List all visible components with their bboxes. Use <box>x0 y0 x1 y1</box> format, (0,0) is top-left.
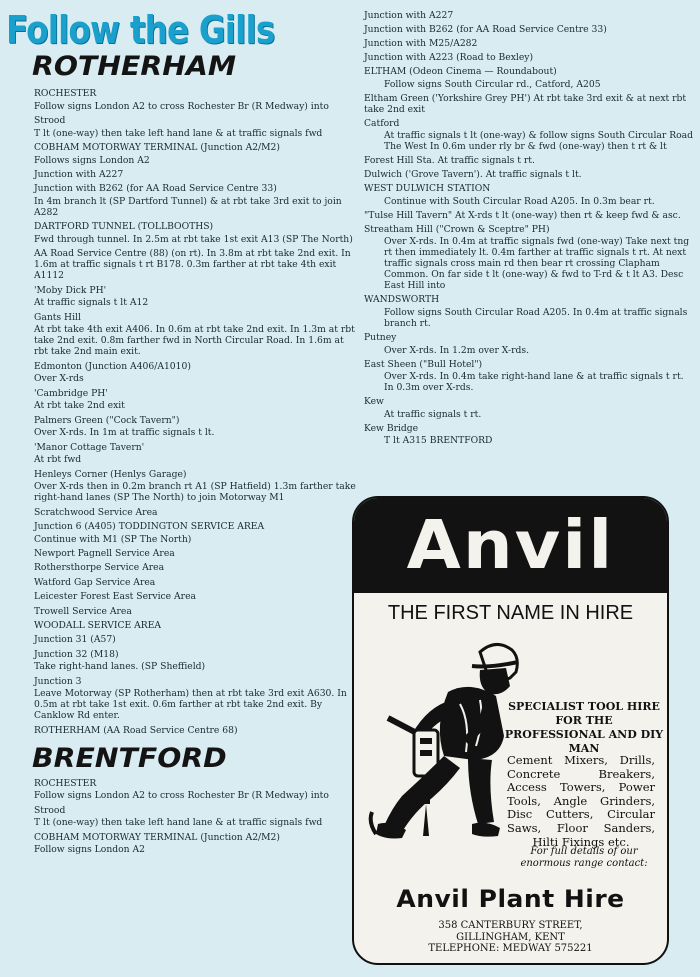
route-instruction: Follows signs London A2 <box>34 154 150 166</box>
route-waypoint: Leicester Forest East Service Area <box>34 591 196 603</box>
advert-company-name: Anvil Plant Hire <box>396 885 625 913</box>
route-waypoint: Kew Bridge <box>364 422 419 434</box>
route-waypoint: Newport Pagnell Service Area <box>34 547 175 559</box>
advert-logo: Anvil <box>406 506 615 584</box>
advert-address-line1: 358 CANTERBURY STREET, <box>438 920 583 931</box>
route-waypoint: Eltham Green ('Yorkshire Grey PH') At rbt take 3rd exit & at next rbt take 2nd exit <box>364 92 687 115</box>
route-waypoint: Junction 3 <box>34 675 82 687</box>
route-waypoint: Strood <box>34 114 66 126</box>
route-waypoint: COBHAM MOTORWAY TERMINAL (Junction A2/M2) <box>34 141 280 153</box>
right-route-list <box>364 10 694 446</box>
route-waypoint: Henleys Corner (Henlys Garage) <box>34 468 187 480</box>
route-waypoint: DARTFORD TUNNEL (TOLLBOOTHS) <box>34 221 214 233</box>
section-heading-rotherham: ROTHERHAM <box>32 51 237 82</box>
route-waypoint: Junction with B262 (for AA Road Service Centre 33) <box>364 24 607 35</box>
route-waypoint: Kew <box>364 396 384 408</box>
route-waypoint: ROCHESTER <box>34 777 97 789</box>
route-instruction: At traffic signals t lt A12 <box>34 297 149 309</box>
advert-specialist-heading: SPECIALIST TOOL HIRE FOR THE PROFESSIONAL AND DIY MAN <box>504 700 664 755</box>
anvil-advert <box>352 496 669 965</box>
advert-services-list: Cement Mixers, Drills, Concrete Breakers, Access Towers, Power Tools, Angle Grinders, Disc Cutters, Circular Saws, Floor Sanders, Hilti Fixings etc. <box>507 753 655 849</box>
route-waypoint: ROCHESTER <box>34 88 97 99</box>
route-instruction: Fwd through tunnel. In 2.5m at rbt take 1st exit A13 (SP The North) <box>34 233 353 245</box>
route-instruction: Over X-rds. In 0.4m take right-hand lane & at traffic signals t rt. In 0.3m over X-rds. <box>384 371 684 394</box>
route-waypoint: Gants Hill <box>34 311 81 323</box>
masthead-title: Follow the Gills <box>6 10 275 52</box>
left-column <box>6 10 356 972</box>
route-instruction: Leave Motorway (SP Rotherham) then at rbt take 3rd exit A630. In 0.5m at rbt take 1st exit. 0.6m farther at rbt take 2nd exit. By Canklow Rd enter. <box>34 688 347 722</box>
route-waypoint: East Sheen ("Bull Hotel") <box>364 358 483 370</box>
route-waypoint: 'Cambridge PH' <box>34 387 108 399</box>
route-instruction: T lt A315 BRENTFORD <box>384 435 493 447</box>
route-waypoint: Putney <box>364 331 397 343</box>
route-waypoint: Catford <box>364 117 400 129</box>
route-waypoint: WEST DULWICH STATION <box>364 183 491 195</box>
advert-address-line2: GILLINGHAM, KENT <box>456 931 565 943</box>
route-waypoint: Forest Hill Sta. At traffic signals t rt. <box>364 155 535 167</box>
route-instruction: Over X-rds. In 1.2m over X-rds. <box>384 344 530 356</box>
route-instruction: At traffic signals t lt (one-way) & follow signs South Circular Road The West In 0.6m under rly br & fwd (one-way) then t rt & lt <box>384 130 693 153</box>
route-waypoint: ROTHERHAM (AA Road Service Centre 68) <box>34 724 238 736</box>
route-instruction: Take right-hand lanes. (SP Sheffield) <box>34 661 206 673</box>
route-waypoint: "Tulse Hill Tavern" At X-rds t lt (one-way) then rt & keep fwd & asc. <box>364 209 681 221</box>
route-instruction: In 4m branch lt (SP Dartford Tunnel) & at rbt take 3rd exit to join A282 <box>34 195 342 218</box>
route-waypoint: WOODALL SERVICE AREA <box>34 619 162 631</box>
section-heading-brentford: BRENTFORD <box>32 742 227 774</box>
route-waypoint: Palmers Green ("Cock Tavern") <box>34 414 180 426</box>
route-instruction: Over X-rds. In 0.4m at traffic signals fwd (one-way) Take next tng rt then immediately lt. 0.4m farther at traffic signals t rt. At next traffic signals cross main rd then bear rt crossing Clapham Common. On far side t lt (one-way) & fwd to T-rd & t lt A3. Desc East Hill into <box>384 236 690 292</box>
route-waypoint: AA Road Service Centre (88) (on rt). In 3.8m at rbt take 2nd exit. In 1.6m at traffic signals t rt B178. 0.3m farther at rbt take 4th exit A1112 <box>34 248 351 282</box>
route-waypoint: Junction with M25/A282 <box>364 38 478 49</box>
route-instruction: At traffic signals t rt. <box>384 408 482 420</box>
advert-phone: TELEPHONE: MEDWAY 575221 <box>428 943 593 955</box>
brentford-route-list <box>6 778 356 856</box>
right-column <box>364 10 694 446</box>
route-instruction: T lt (one-way) then take left hand lane & at traffic signals fwd <box>34 127 323 139</box>
route-waypoint: ELTHAM (Odeon Cinema — Roundabout) <box>364 66 557 77</box>
route-instruction: Follow signs London A2 <box>34 844 145 856</box>
route-waypoint: Junction 31 (A57) <box>34 634 116 646</box>
route-instruction: Follow signs South Circular Road A205. In 0.4m at traffic signals branch rt. <box>384 306 688 329</box>
route-waypoint: 'Manor Cottage Tavern' <box>34 441 145 453</box>
rotherham-route-list <box>6 88 356 736</box>
route-waypoint: Streatham Hill ("Crown & Sceptre" PH) <box>364 223 550 235</box>
route-instruction: Follow signs London A2 to cross Rochester Br (R Medway) into <box>34 790 329 802</box>
route-instruction: Over X-rds. In 1m at traffic signals t lt. <box>34 427 215 439</box>
route-waypoint: Watford Gap Service Area <box>34 576 156 588</box>
route-waypoint: Junction 6 (A405) TODDINGTON SERVICE AREA <box>34 520 265 532</box>
route-waypoint: Junction with A223 (Road to Bexley) <box>364 52 534 63</box>
route-waypoint: Junction 32 (M18) <box>34 648 119 660</box>
route-waypoint: Scratchwood Service Area <box>34 506 158 518</box>
route-instruction: At rbt take 2nd exit <box>34 400 125 412</box>
advert-contact-note: For full details of our enormous range contact: <box>520 846 648 869</box>
route-waypoint: WANDSWORTH <box>364 294 440 306</box>
route-waypoint: Strood <box>34 804 66 816</box>
route-waypoint: Dulwich ('Grove Tavern'). At traffic signals t lt. <box>364 169 582 181</box>
route-waypoint: Junction with A227 <box>34 168 124 180</box>
route-instruction: Follow signs South Circular rd., Catford, A205 <box>384 78 601 90</box>
route-instruction: T lt (one-way) then take left hand lane & at traffic signals fwd <box>34 817 323 829</box>
advert-address <box>354 920 667 955</box>
route-waypoint: 'Moby Dick PH' <box>34 284 107 296</box>
route-waypoint: Rothersthorpe Service Area <box>34 562 165 574</box>
route-instruction: Over X-rds then in 0.2m branch rt A1 (SP Hatfield) 1.3m farther take right-hand lanes (SP The North) to join Motorway M1 <box>34 481 356 504</box>
route-instruction: Over X-rds <box>34 373 84 385</box>
route-instruction: Continue with South Circular Road A205. In 0.3m bear rt. <box>384 195 655 207</box>
route-instruction: At rbt fwd <box>34 454 82 466</box>
route-instruction: At rbt take 4th exit A406. In 0.6m at rbt take 2nd exit. In 1.3m at rbt take 2nd exit. 0.8m farther fwd in North Circular Road. In 1.6m at rbt take 2nd main exit. <box>34 324 355 358</box>
route-waypoint: Edmonton (Junction A406/A1010) <box>34 360 191 372</box>
route-instruction: Continue with M1 (SP The North) <box>34 533 192 545</box>
advert-tagline: THE FIRST NAME IN HIRE <box>387 602 634 624</box>
route-waypoint: Trowell Service Area <box>34 605 132 617</box>
route-waypoint: Junction with A227 <box>364 10 454 21</box>
route-waypoint: Junction with B262 (for AA Road Service Centre 33) <box>34 183 277 195</box>
route-instruction: Follow signs London A2 to cross Rochester Br (R Medway) into <box>34 100 329 112</box>
route-waypoint: COBHAM MOTORWAY TERMINAL (Junction A2/M2) <box>34 831 280 843</box>
